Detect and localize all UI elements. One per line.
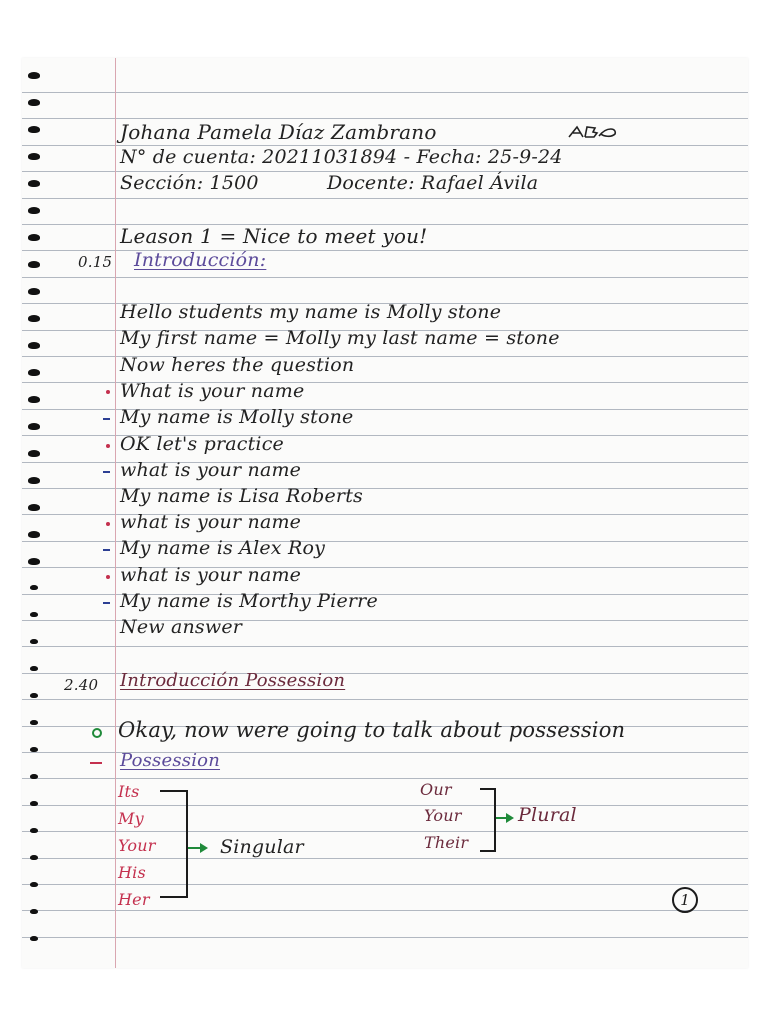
account-line: N° de cuenta: 20211031894 - Fecha: 25-9-24 [120,146,563,168]
dialog-line-6: OK let's practice [120,433,284,455]
dialog-line-7: what is your name [120,459,302,481]
binding-hole [28,369,40,376]
plural-arrow-icon [506,813,514,823]
binding-hole [28,396,40,403]
blue-dash [103,602,110,604]
binding-hole [28,558,40,565]
red-bullet [106,390,110,394]
plural-label: Plural [518,804,577,826]
binding-hole [30,801,38,806]
binding-hole [28,342,40,349]
binding-hole [30,882,38,887]
singular-word-her: Her [118,890,150,909]
rule-line [22,884,748,885]
binding-hole [28,180,40,187]
rule-line [22,646,748,647]
rule-line [22,699,748,700]
binding-hole [28,234,40,241]
dialog-line-1: Hello students my name is Molly stone [120,301,502,323]
binding-hole [30,774,38,779]
binding-hole [30,936,38,941]
singular-label: Singular [220,836,304,858]
singular-bracket [160,790,188,898]
singular-arrow-icon [200,843,208,853]
binding-hole [30,747,38,752]
binding-hole [30,720,38,725]
rule-line [22,937,748,938]
signature-scribble [567,124,619,140]
section1-title: Introducción: [134,249,267,271]
dialog-line-13: New answer [120,616,243,638]
binding-hole [28,450,40,457]
blue-dash [103,418,110,420]
binding-hole [28,99,40,106]
section-line: Sección: 1500 [120,172,259,194]
rule-line [22,277,748,278]
red-dash [90,762,102,764]
blue-dash [103,471,110,473]
red-bullet [106,522,110,526]
rule-line [22,250,748,251]
binding-hole [28,423,40,430]
binding-hole [30,666,38,671]
binding-hole [28,504,40,511]
binding-hole [30,639,38,644]
student-name: Johana Pamela Díaz Zambrano [120,120,437,144]
singular-word-your: Your [118,836,156,855]
plural-word-their: Their [424,833,469,852]
blue-dash [103,549,110,551]
rule-line [22,778,748,779]
page-number: 1 [672,887,698,913]
lesson-title: Leason 1 = Nice to meet you! [120,224,428,248]
binding-hole [28,288,40,295]
binding-hole [28,477,40,484]
rule-line [22,805,748,806]
plural-word-your: Your [424,806,462,825]
rule-line [22,198,748,199]
rule-line [22,910,748,911]
notebook-page [22,58,748,968]
possession-intro: Okay, now were going to talk about possession [118,718,626,742]
red-bullet [106,575,110,579]
section1-time: 0.15 [78,253,113,271]
singular-word-its: Its [118,782,140,801]
plural-word-our: Our [420,780,452,799]
dialog-line-10: My name is Alex Roy [120,537,326,559]
rule-line [22,858,748,859]
binding-hole [30,828,38,833]
rule-line [22,92,748,93]
binding-hole [28,72,40,79]
green-bullet [92,728,102,738]
binding-hole [28,126,40,133]
binding-hole [30,909,38,914]
binding-hole [28,315,40,322]
dialog-line-12: My name is Morthy Pierre [120,590,378,612]
binding-hole [30,612,38,617]
singular-word-my: My [118,809,144,828]
dialog-line-9: what is your name [120,511,302,533]
dialog-line-5: My name is Molly stone [120,406,354,428]
binding-hole [30,693,38,698]
rule-line [22,831,748,832]
rule-line [22,118,748,119]
margin-line [115,58,116,968]
binding-hole [28,261,40,268]
singular-word-his: His [118,863,146,882]
red-bullet [106,444,110,448]
binding-hole [30,855,38,860]
section2-title: Introducción Possession [120,670,346,691]
binding-hole [28,531,40,538]
dialog-line-11: what is your name [120,564,302,586]
binding-hole [28,207,40,214]
binding-hole [28,153,40,160]
dialog-line-4: What is your name [120,380,305,402]
teacher-line: Docente: Rafael Ávila [327,172,539,194]
plural-bracket [480,788,496,852]
binding-hole [30,585,38,590]
section2-time: 2.40 [64,676,99,694]
dialog-line-8: My name is Lisa Roberts [120,485,363,507]
possession-heading: Possession [120,750,221,771]
dialog-line-2: My first name = Molly my last name = stone [120,327,560,349]
dialog-line-3: Now heres the question [120,354,355,376]
